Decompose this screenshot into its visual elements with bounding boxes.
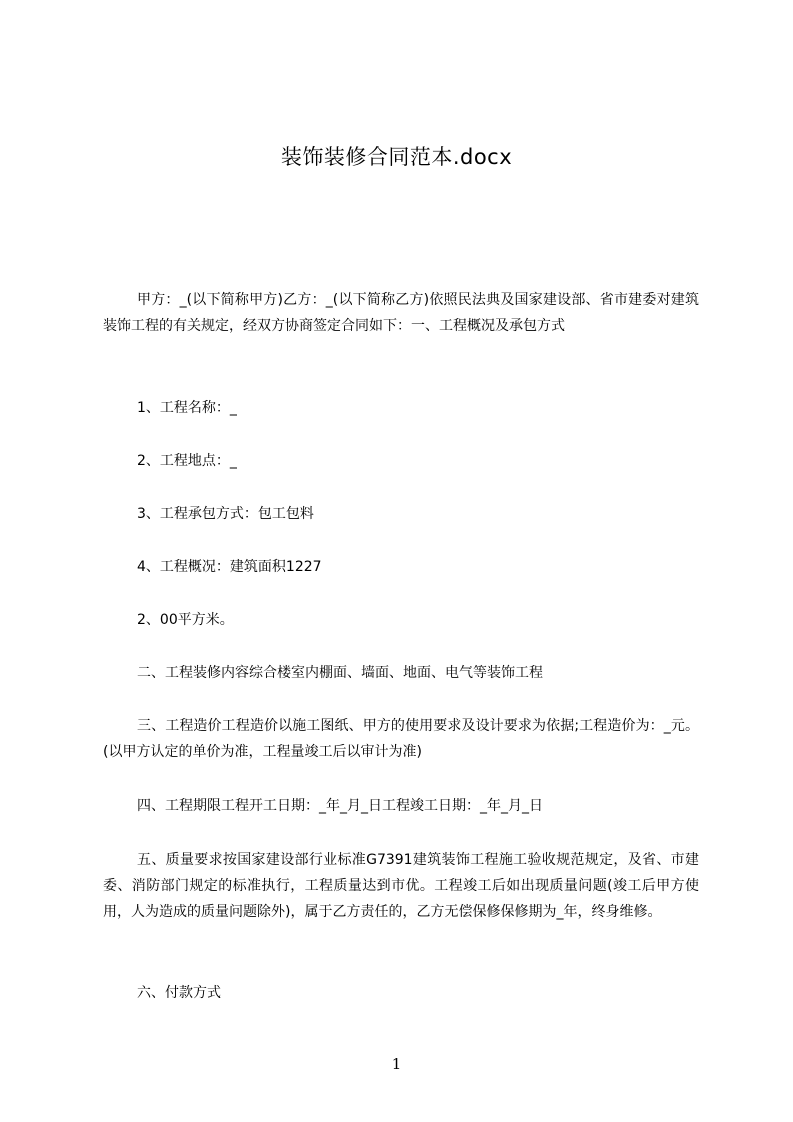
document-title: 装饰装修合同范本.docx <box>280 145 513 169</box>
paragraph-payment-method: 六、付款方式 <box>137 985 221 1001</box>
paragraph-quality-requirements: 五、质量要求按国家建设部行业标准G7391建筑装饰工程施工验收规范规定，及省、市建委、消防部门规定的标准执行，工程质量达到市优。工程竣工后如出现质量问题(竣工后甲方使用，人为造成的质量问题除外)，属于乙方责任的，乙方无偿保修保修期为_年，终身维修。 <box>103 852 699 920</box>
paragraph-decoration-content: 二、工程装修内容综合楼室内棚面、墙面、地面、电气等装饰工程 <box>137 665 543 681</box>
paragraph-project-cost: 三、工程造价工程造价以施工图纸、甲方的使用要求及设计要求为依据;工程造价为：_元。(以甲方认定的单价为准，工程量竣工后以审计为准) <box>103 718 699 760</box>
paragraph-contract-method: 3、工程承包方式：包工包料 <box>137 506 314 522</box>
paragraph-project-name: 1、工程名称：_ <box>137 400 237 416</box>
paragraph-project-period: 四、工程期限工程开工日期：_年_月_日工程竣工日期：_年_月_日 <box>137 798 543 814</box>
paragraph-area: 2、00平方米。 <box>137 612 234 628</box>
paragraph-project-location: 2、工程地点：_ <box>137 453 237 469</box>
page-number: 1 <box>391 1055 402 1073</box>
paragraph-project-overview: 4、工程概况：建筑面积1227 <box>137 559 322 575</box>
paragraph-parties: 甲方：_(以下简称甲方)乙方：_(以下简称乙方)依照民法典及国家建设部、省市建委对建筑装饰工程的有关规定，经双方协商签定合同如下：一、工程概况及承包方式 <box>103 292 699 334</box>
